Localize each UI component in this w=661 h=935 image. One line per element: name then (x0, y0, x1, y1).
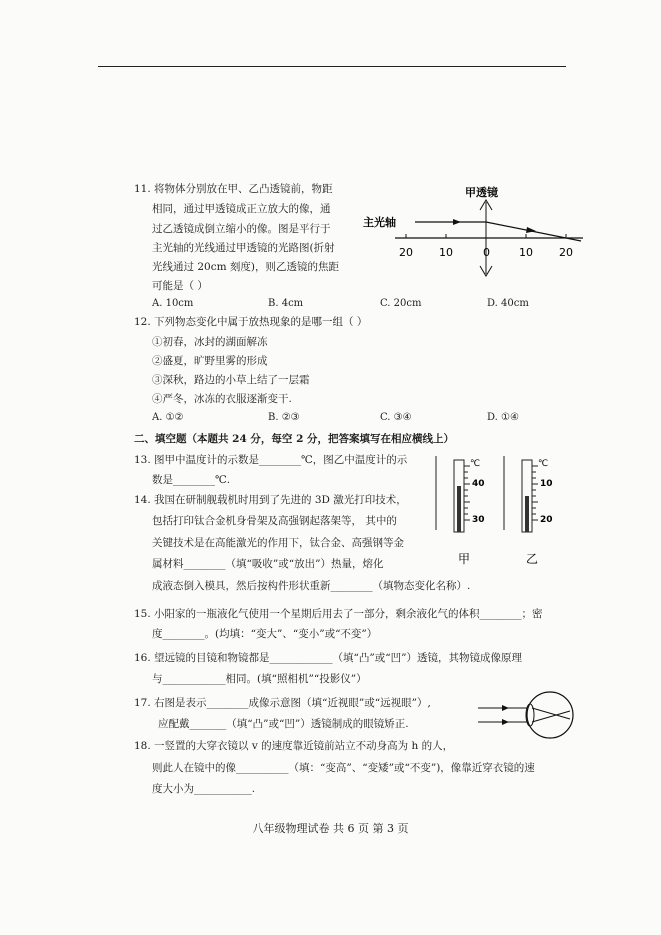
q18-line: 18. 一竖置的大穿衣镜以 v 的速度靠近镜前站立不动身高为 h 的人， (134, 740, 454, 752)
ray-arrow-bottom (502, 719, 509, 725)
thermometer-figure (430, 452, 570, 572)
q12-option-d: D. ①④ (487, 412, 519, 423)
header-rule (98, 66, 566, 67)
q14-line: 关键技术是在高能激光的作用下，钛合金、高强钢等金 (152, 537, 404, 549)
thermometer-yi-unit: ℃ (538, 459, 549, 469)
thermometer-jia-caption: 甲 (458, 552, 471, 566)
q11-option-a: A. 10cm (152, 298, 194, 309)
tick-label: 10 (439, 246, 453, 259)
q11-option-b: B. 4cm (268, 298, 304, 309)
q14-line: 成液态倒入模具，然后按构件形状重新________（填物态变化名称）. (152, 580, 471, 592)
q13-line: 数是________℃. (152, 474, 231, 486)
q12-stem: 12. 下列物态变化中属于放热现象的是哪一组（ ） (134, 316, 368, 328)
q11-line: 11. 将物体分别放在甲、乙凸透镜前，物距 (134, 183, 333, 195)
q11-option-d: D. 40cm (487, 298, 529, 309)
thermometer-jia-lower: 30 (472, 515, 485, 525)
thermometer-yi-liquid (525, 496, 529, 532)
refracted-ray-bottom (532, 711, 570, 722)
q14-line: 属材料________（填“吸收”或“放出”）热量，熔化 (152, 558, 384, 570)
thermometer-yi-lower: 20 (540, 515, 553, 525)
tick-label: 20 (399, 246, 413, 259)
q11-line: 可能是（ ） (152, 280, 208, 292)
page-footer: 八年级物理试卷 共 6 页 第 3 页 (252, 822, 409, 835)
thermometer-jia-scale (464, 466, 470, 520)
axis-label: 主光轴 (363, 216, 396, 229)
q16-line: 与____________相同。(填“照相机”“投影仪”） (152, 673, 367, 685)
q14-line: 14. 我国在研制舰载机时用到了先进的 3D 激光打印技术， (134, 494, 407, 506)
thermometer-jia-unit: ℃ (470, 459, 481, 469)
q18-line: 则此人在镜中的像__________（填：“变高”、“变矮”或“不变”)，像靠近穿衣镜的速 (152, 762, 535, 774)
q12-item: ①初春，冰封的湖面解冻 (152, 336, 268, 348)
thermometer-yi-scale (532, 466, 538, 520)
q16-line: 16. 望远镜的目镜和物镜都是____________（填“凸”或“凹”）透镜，其物镜成像原理 (134, 652, 523, 664)
incident-arrow (453, 219, 461, 225)
q12-item: ②盛夏，旷野里雾的形成 (152, 355, 268, 367)
q12-option-a: A. ①② (152, 412, 184, 423)
eye-diagram (474, 688, 584, 742)
thermometer-jia-upper: 40 (472, 479, 485, 489)
thermometer-yi-upper: 10 (540, 479, 553, 489)
refracted-ray-top (532, 708, 570, 719)
lens-ray-diagram (355, 182, 595, 282)
q12-option-c: C. ③④ (380, 412, 412, 423)
q18-line: 度大小为___________. (152, 783, 256, 795)
tick-label: 10 (519, 246, 533, 259)
q17-line: 17. 右图是表示________成像示意图（填“近视眼”或“远视眼”）, (134, 697, 431, 709)
q11-line: 主光轴的光线通过甲透镜的光路图(折射 (152, 242, 335, 254)
q11-option-c: C. 20cm (380, 298, 422, 309)
tick-label: 20 (559, 246, 573, 259)
q12-item: ④严冬，冰冻的衣服逐渐变干. (152, 393, 292, 405)
thermometer-jia-liquid (457, 486, 461, 532)
q11-line: 过乙透镜成倒立缩小的像。图是平行于 (152, 223, 331, 235)
lens-label: 甲透镜 (465, 186, 498, 199)
ray-arrow-top (502, 705, 509, 711)
q14-line: 包括打印钛合金机身骨架及高强钢起落架等， 其中的 (152, 515, 397, 527)
thermometer-yi-caption: 乙 (526, 552, 539, 566)
q12-option-b: B. ②③ (268, 412, 300, 423)
q17-line: 应配戴_______（填“凸”或“凹”）透镜制成的眼镜矫正. (158, 718, 409, 730)
tick-label: 0 (483, 246, 490, 259)
q11-line: 光线通过 20cm 刻度)，则乙透镜的焦距 (152, 261, 339, 273)
q13-line: 13. 图甲中温度计的示数是________℃，图乙中温度计的示 (134, 454, 408, 466)
section-2-heading: 二、填空题（本题共 24 分，每空 2 分，把答案填写在相应横线上） (134, 433, 455, 445)
q15-line: 15. 小阳家的一瓶液化气使用一个星期后用去了一部分，剩余液化气的体积________；密 (134, 608, 543, 620)
q12-item: ③深秋，路边的小草上结了一层霜 (152, 374, 310, 386)
q15-line: 度________。(均填：“变大”、“变小”或“不变”） (152, 628, 378, 640)
q11-line: 相同，通过甲透镜成正立放大的像，通 (152, 203, 331, 215)
